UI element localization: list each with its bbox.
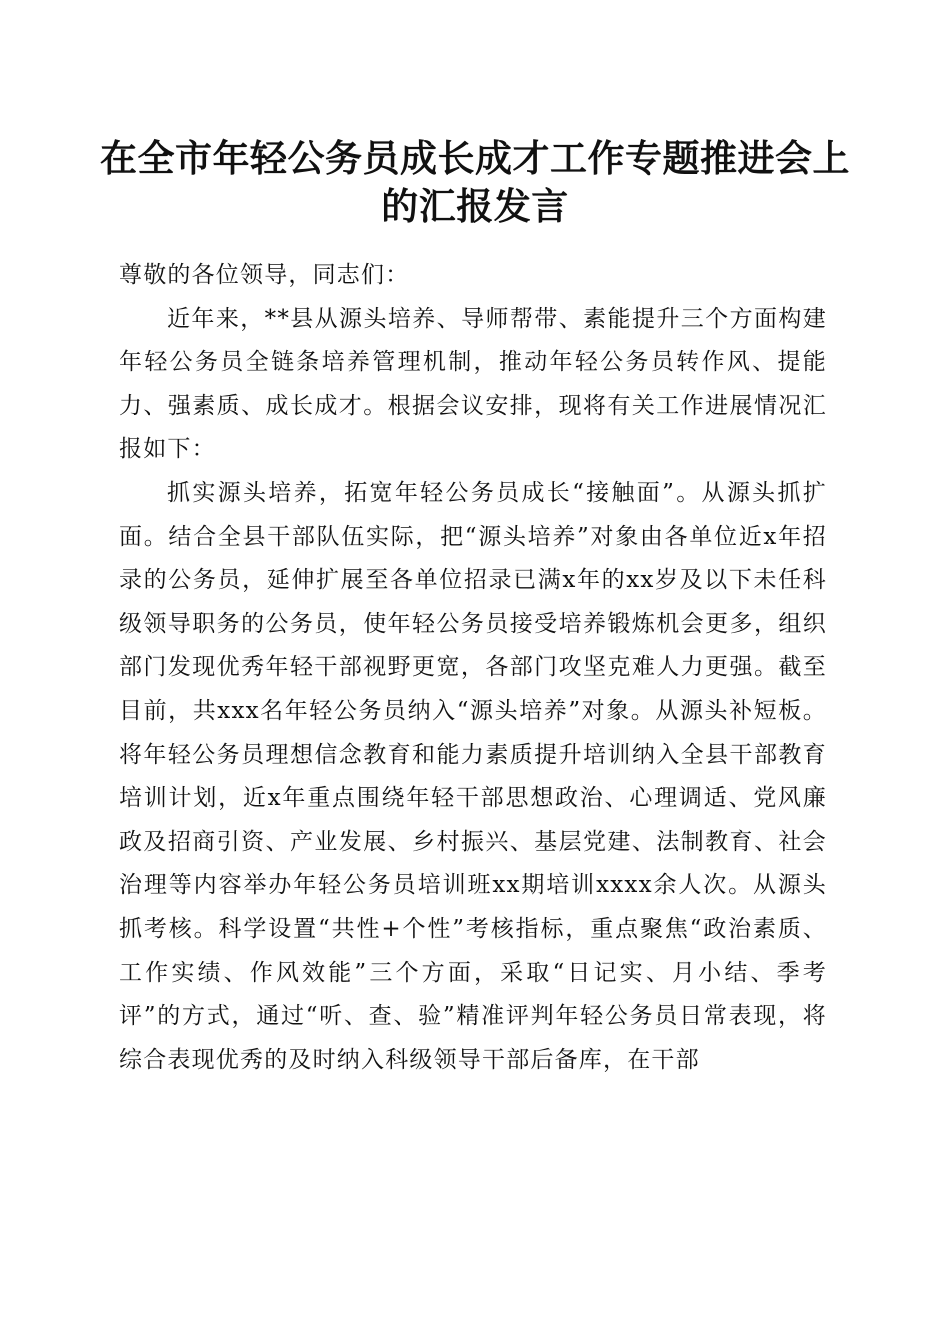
title-line-2: 的汇报发言 <box>381 184 569 228</box>
title-line-1: 在全市年轻公务员成长成才工作专题推进会上 <box>100 136 850 180</box>
document-body <box>119 254 827 1082</box>
paragraph-source-training: 抓实源头培养，拓宽年轻公务员成长“接触面”。从源头抓扩面。结合全县干部队伍实际，把“源头培养”对象由各单位近x年招录的公务员，延伸扩展至各单位招录已满x年的xx岁及以下未任科级领导职务的公务员，使年轻公务员接受培养锻炼机会更多，组织部门发现优秀年轻干部视野更宽，各部门攻坚克难人力更强。截至目前，共xxx名年轻公务员纳入“源头培养”对象。从源头补短板。将年轻公务员理想信念教育和能力素质提升培训纳入全县干部教育培训计划，近x年重点围绕年轻干部思想政治、心理调适、党风廉政及招商引资、产业发展、乡村振兴、基层党建、法制教育、社会治理等内容举办年轻公务员培训班xx期培训xxxx余人次。从源头抓考核。科学设置“共性+个性”考核指标，重点聚焦“政治素质、工作实绩、作风效能”三个方面，采取“日记实、月小结、季考评”的方式，通过“听、查、验”精准评判年轻公务员日常表现，将综合表现优秀的及时纳入科级领导干部后备库，在干部 <box>119 479 827 1073</box>
document-title <box>100 134 850 230</box>
paragraph-intro: 近年来，**县从源头培养、导师帮带、素能提升三个方面构建年轻公务员全链条培养管理机制，推动年轻公务员转作风、提能力、强素质、成长成才。根据会议安排，现将有关工作进展情况汇报如下： <box>119 305 827 463</box>
salutation: 尊敬的各位领导，同志们： <box>119 262 410 288</box>
